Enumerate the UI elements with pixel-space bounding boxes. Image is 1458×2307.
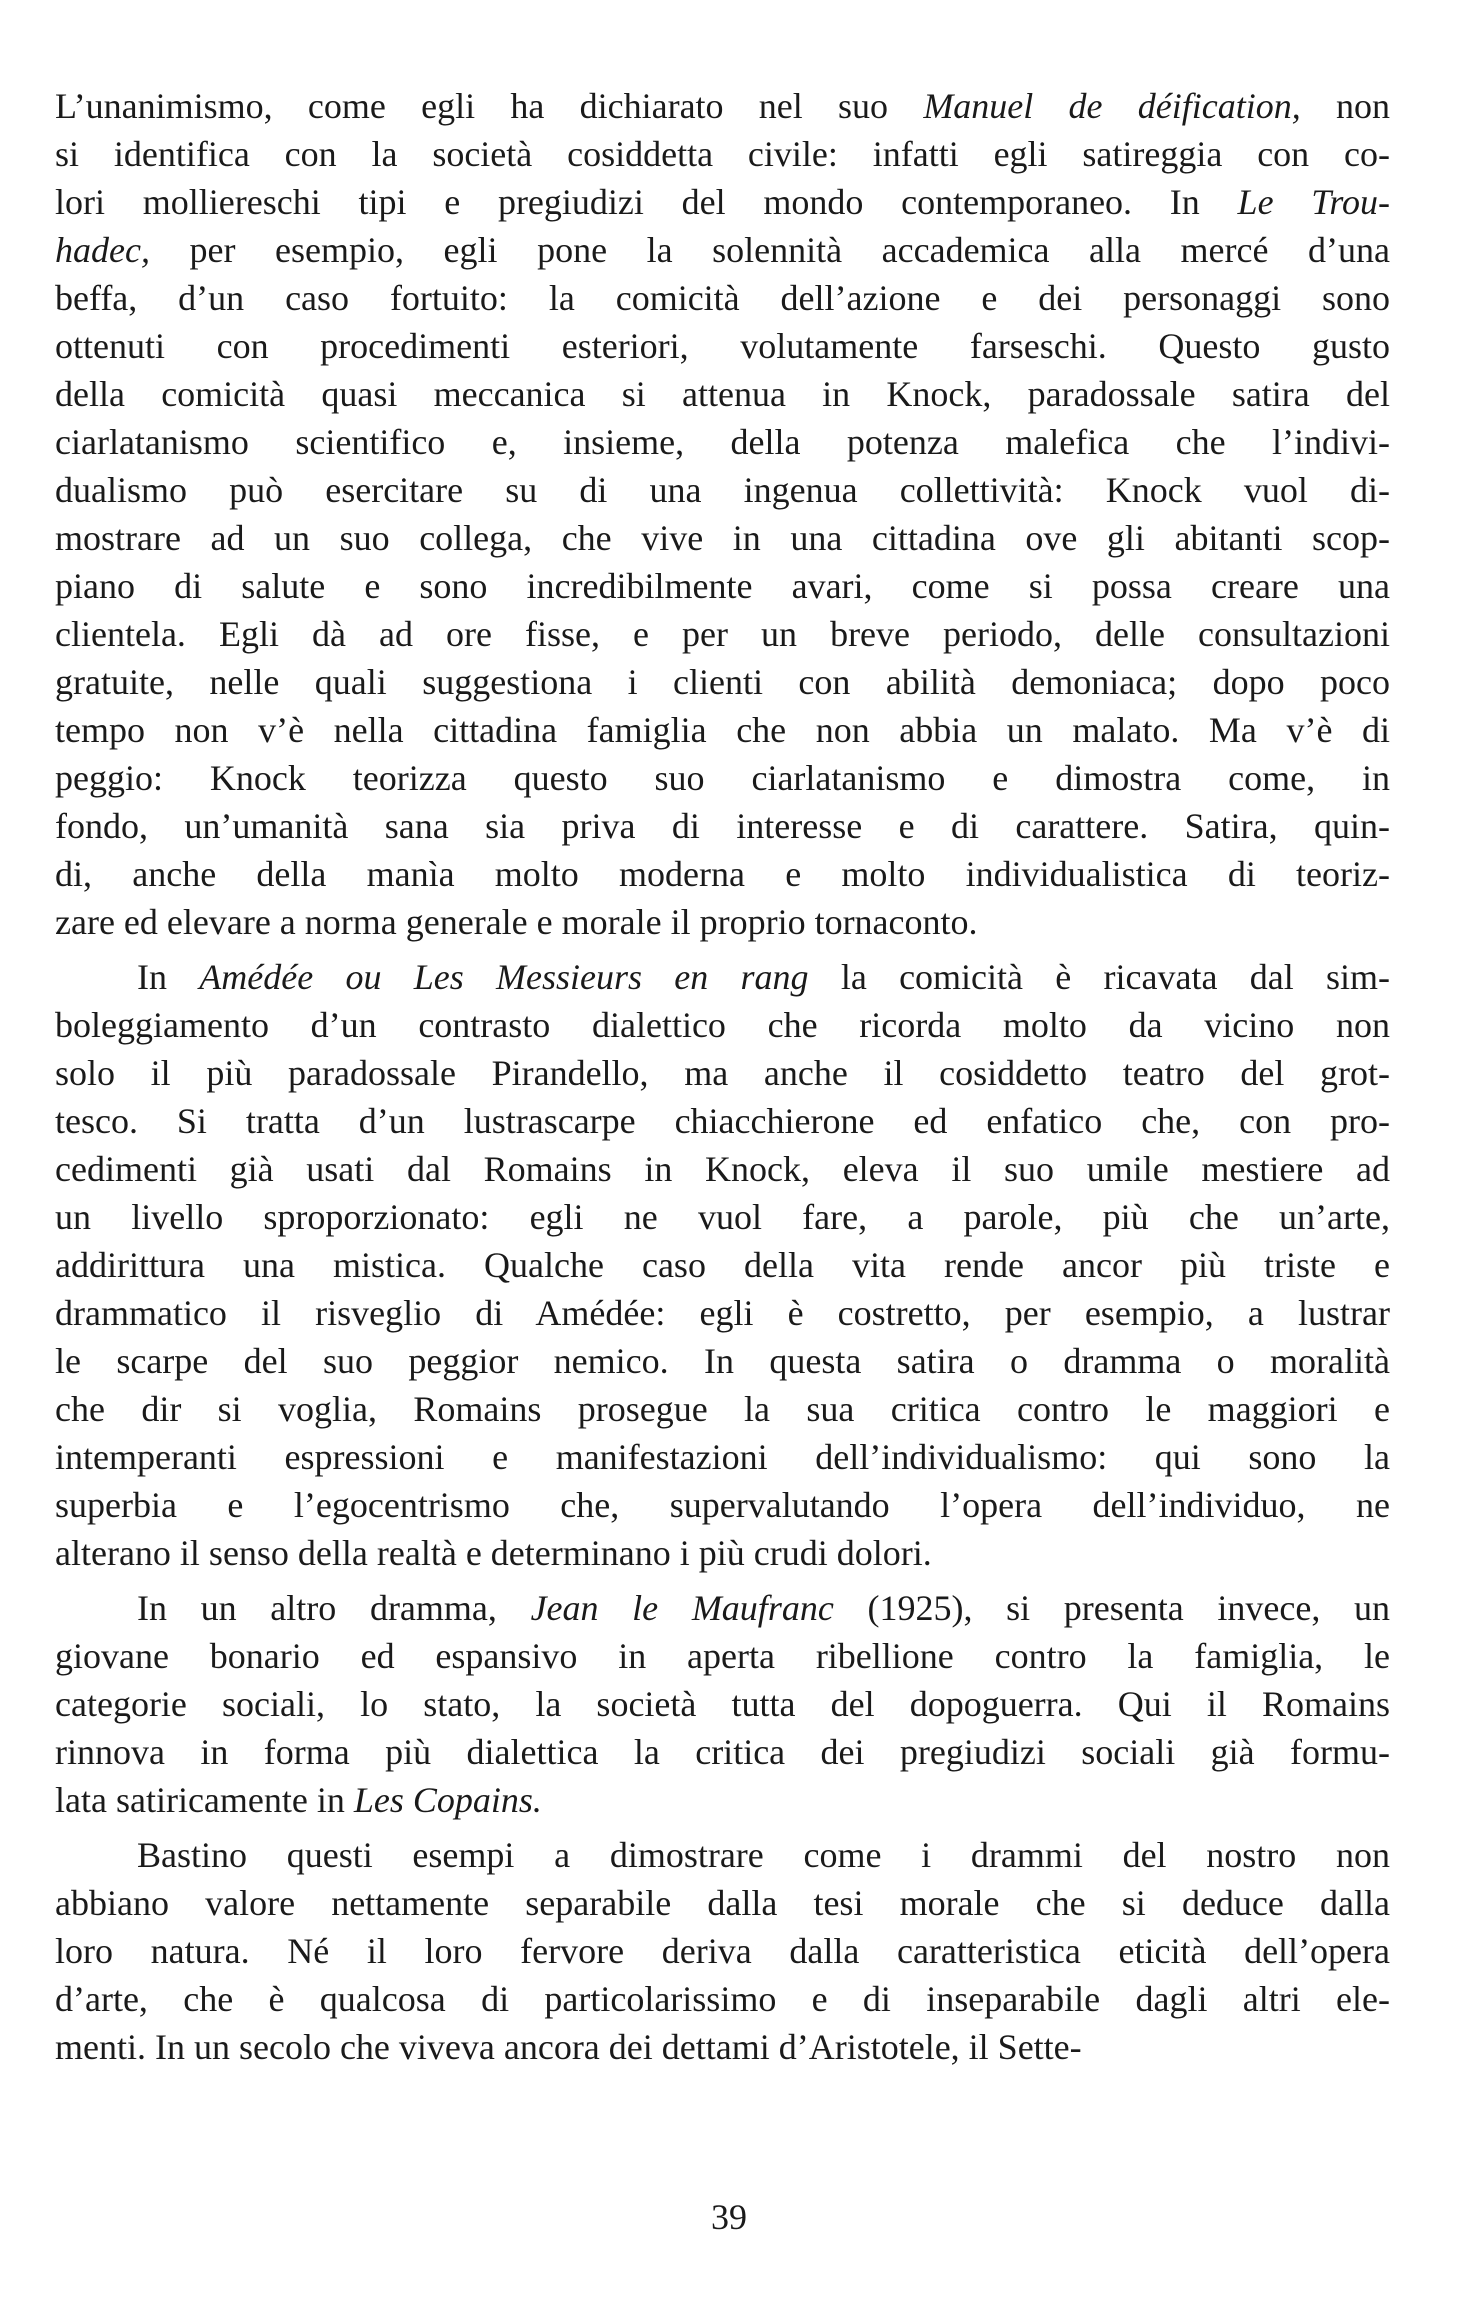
text-run: della comicità quasi meccanica si attenua in Knock, paradossale satira del [55,374,1390,414]
text-run: In un altro dramma, [137,1588,531,1628]
text-line [55,226,1390,274]
text-line [55,1385,1390,1433]
text-line [55,706,1390,754]
text-line [55,178,1390,226]
text-run: che dir si voglia, Romains prosegue la sua critica contro le maggiori e [55,1389,1390,1429]
text-run: rinnova in forma più dialettica la critica dei pregiudizi sociali già formu- [55,1732,1390,1772]
text-run: tesco. Si tratta d’un lustrascarpe chiacchierone ed enfatico che, con pro- [55,1101,1390,1141]
text-line [55,418,1390,466]
text-line [55,370,1390,418]
text-run: addirittura una mistica. Qualche caso della vita rende ancor più triste e [55,1245,1390,1285]
paragraph [55,1584,1390,1824]
text-run: superbia e l’egocentrismo che, supervalutando l’opera dell’individuo, ne [55,1485,1390,1525]
text-line [55,1481,1390,1529]
text-line [55,1145,1390,1193]
text-line [55,1001,1390,1049]
text-line [55,953,1390,1001]
text-run: per esempio, egli pone la solennità accademica alla mercé d’una [149,230,1390,270]
text-run: intemperanti espressioni e manifestazioni dell’individualismo: qui sono la [55,1437,1390,1477]
paragraph [55,1831,1390,2071]
text-run: si identifica con la società cosiddetta civile: infatti egli satireggia con co- [55,134,1390,174]
text-line [55,1529,1390,1577]
text-run: alterano il senso della realtà e determinano i più crudi dolori. [55,1533,932,1573]
text-run: zare ed elevare a norma generale e morale il proprio tornaconto. [55,902,978,942]
text-line [55,1584,1390,1632]
text-line [55,802,1390,850]
text-line [55,562,1390,610]
text-line [55,1680,1390,1728]
italic-title: hadec, [55,230,150,270]
text-run: loro natura. Né il loro fervore deriva dalla caratteristica eticità dell’opera [55,1931,1390,1971]
text-line [55,1049,1390,1097]
text-line [55,1975,1390,2023]
text-run: categorie sociali, lo stato, la società tutta del dopoguerra. Qui il Romains [55,1684,1390,1724]
text-run: cedimenti già usati dal Romains in Knock, eleva il suo umile mestiere ad [55,1149,1390,1189]
text-run: drammatico il risveglio di Amédée: egli è costretto, per esempio, a lustrar [55,1293,1390,1333]
text-run: Bastino questi esempi a dimostrare come i drammi del nostro non [137,1835,1390,1875]
text-line [55,322,1390,370]
text-line [55,130,1390,178]
text-run: dualismo può esercitare su di una ingenua collettività: Knock vuol di- [55,470,1390,510]
text-line [55,1879,1390,1927]
text-run: abbiano valore nettamente separabile dalla tesi morale che si deduce dalla [55,1883,1390,1923]
paragraph [55,82,1390,946]
italic-title: Jean le Maufranc [530,1588,834,1628]
text-line [55,1728,1390,1776]
text-line [55,898,1390,946]
text-line [55,850,1390,898]
text-run: L’unanimismo, come egli ha dichiarato nel suo [55,86,924,126]
text-run: tempo non v’è nella cittadina famiglia che non abbia un malato. Ma v’è di [55,710,1390,750]
text-run: menti. In un secolo che viveva ancora dei dettami d’Aristotele, il Sette- [55,2027,1082,2067]
text-run: (1925), si presenta invece, un [833,1588,1390,1628]
text-line [55,466,1390,514]
italic-title: Les Copains. [353,1780,542,1820]
text-line [55,754,1390,802]
text-run: solo il più paradossale Pirandello, ma anche il cosiddetto teatro del grot- [55,1053,1390,1093]
text-run: d’arte, che è qualcosa di particolarissimo e di inseparabile dagli altri ele- [55,1979,1390,2019]
text-line [55,1776,1390,1824]
text-line [55,610,1390,658]
text-run: la comicità è ricavata dal sim- [808,957,1390,997]
text-run: mostrare ad un suo collega, che vive in una cittadina ove gli abitanti scop- [55,518,1390,558]
text-run: gratuite, nelle quali suggestiona i clienti con abilità demoniaca; dopo poco [55,662,1390,702]
text-line [55,82,1390,130]
text-line [55,274,1390,322]
text-run: lata satiricamente in [55,1780,354,1820]
text-line [55,1241,1390,1289]
text-line [55,1433,1390,1481]
text-run: non [1300,86,1391,126]
italic-title: Le Trou- [1237,182,1390,222]
text-line [55,1632,1390,1680]
italic-title: Manuel de déification, [923,86,1301,126]
text-line [55,658,1390,706]
text-run: piano di salute e sono incredibilmente avari, come si possa creare una [55,566,1390,606]
text-line [55,2023,1390,2071]
text-run: clientela. Egli dà ad ore fisse, e per un breve periodo, delle consultazioni [55,614,1390,654]
text-line [55,514,1390,562]
text-line [55,1337,1390,1385]
text-line [55,1927,1390,1975]
italic-title: Amédée ou Les Messieurs en rang [199,957,809,997]
text-run: In [137,957,200,997]
text-run: beffa, d’un caso fortuito: la comicità dell’azione e dei personaggi sono [55,278,1390,318]
text-run: peggio: Knock teorizza questo suo ciarlatanismo e dimostra come, in [55,758,1390,798]
text-run: giovane bonario ed espansivo in aperta ribellione contro la famiglia, le [55,1636,1390,1676]
text-run: ottenuti con procedimenti esteriori, volutamente farseschi. Questo gusto [55,326,1390,366]
body-text [55,82,1390,2071]
text-run: lori molliereschi tipi e pregiudizi del mondo contemporaneo. In [55,182,1238,222]
text-run: le scarpe del suo peggior nemico. In questa satira o dramma o moralità [55,1341,1390,1381]
text-run: fondo, un’umanità sana sia priva di interesse e di carattere. Satira, quin- [55,806,1390,846]
text-run: di, anche della manìa molto moderna e molto individualistica di teoriz- [55,854,1390,894]
paragraph [55,953,1390,1577]
text-run: ciarlatanismo scientifico e, insieme, della potenza malefica che l’indivi- [55,422,1390,462]
text-line [55,1831,1390,1879]
text-run: un livello sproporzionato: egli ne vuol fare, a parole, più che un’arte, [55,1197,1390,1237]
text-line [55,1289,1390,1337]
text-run: boleggiamento d’un contrasto dialettico che ricorda molto da vicino non [55,1005,1390,1045]
page-number: 39 [711,2197,747,2237]
text-line [55,1193,1390,1241]
text-line [55,1097,1390,1145]
